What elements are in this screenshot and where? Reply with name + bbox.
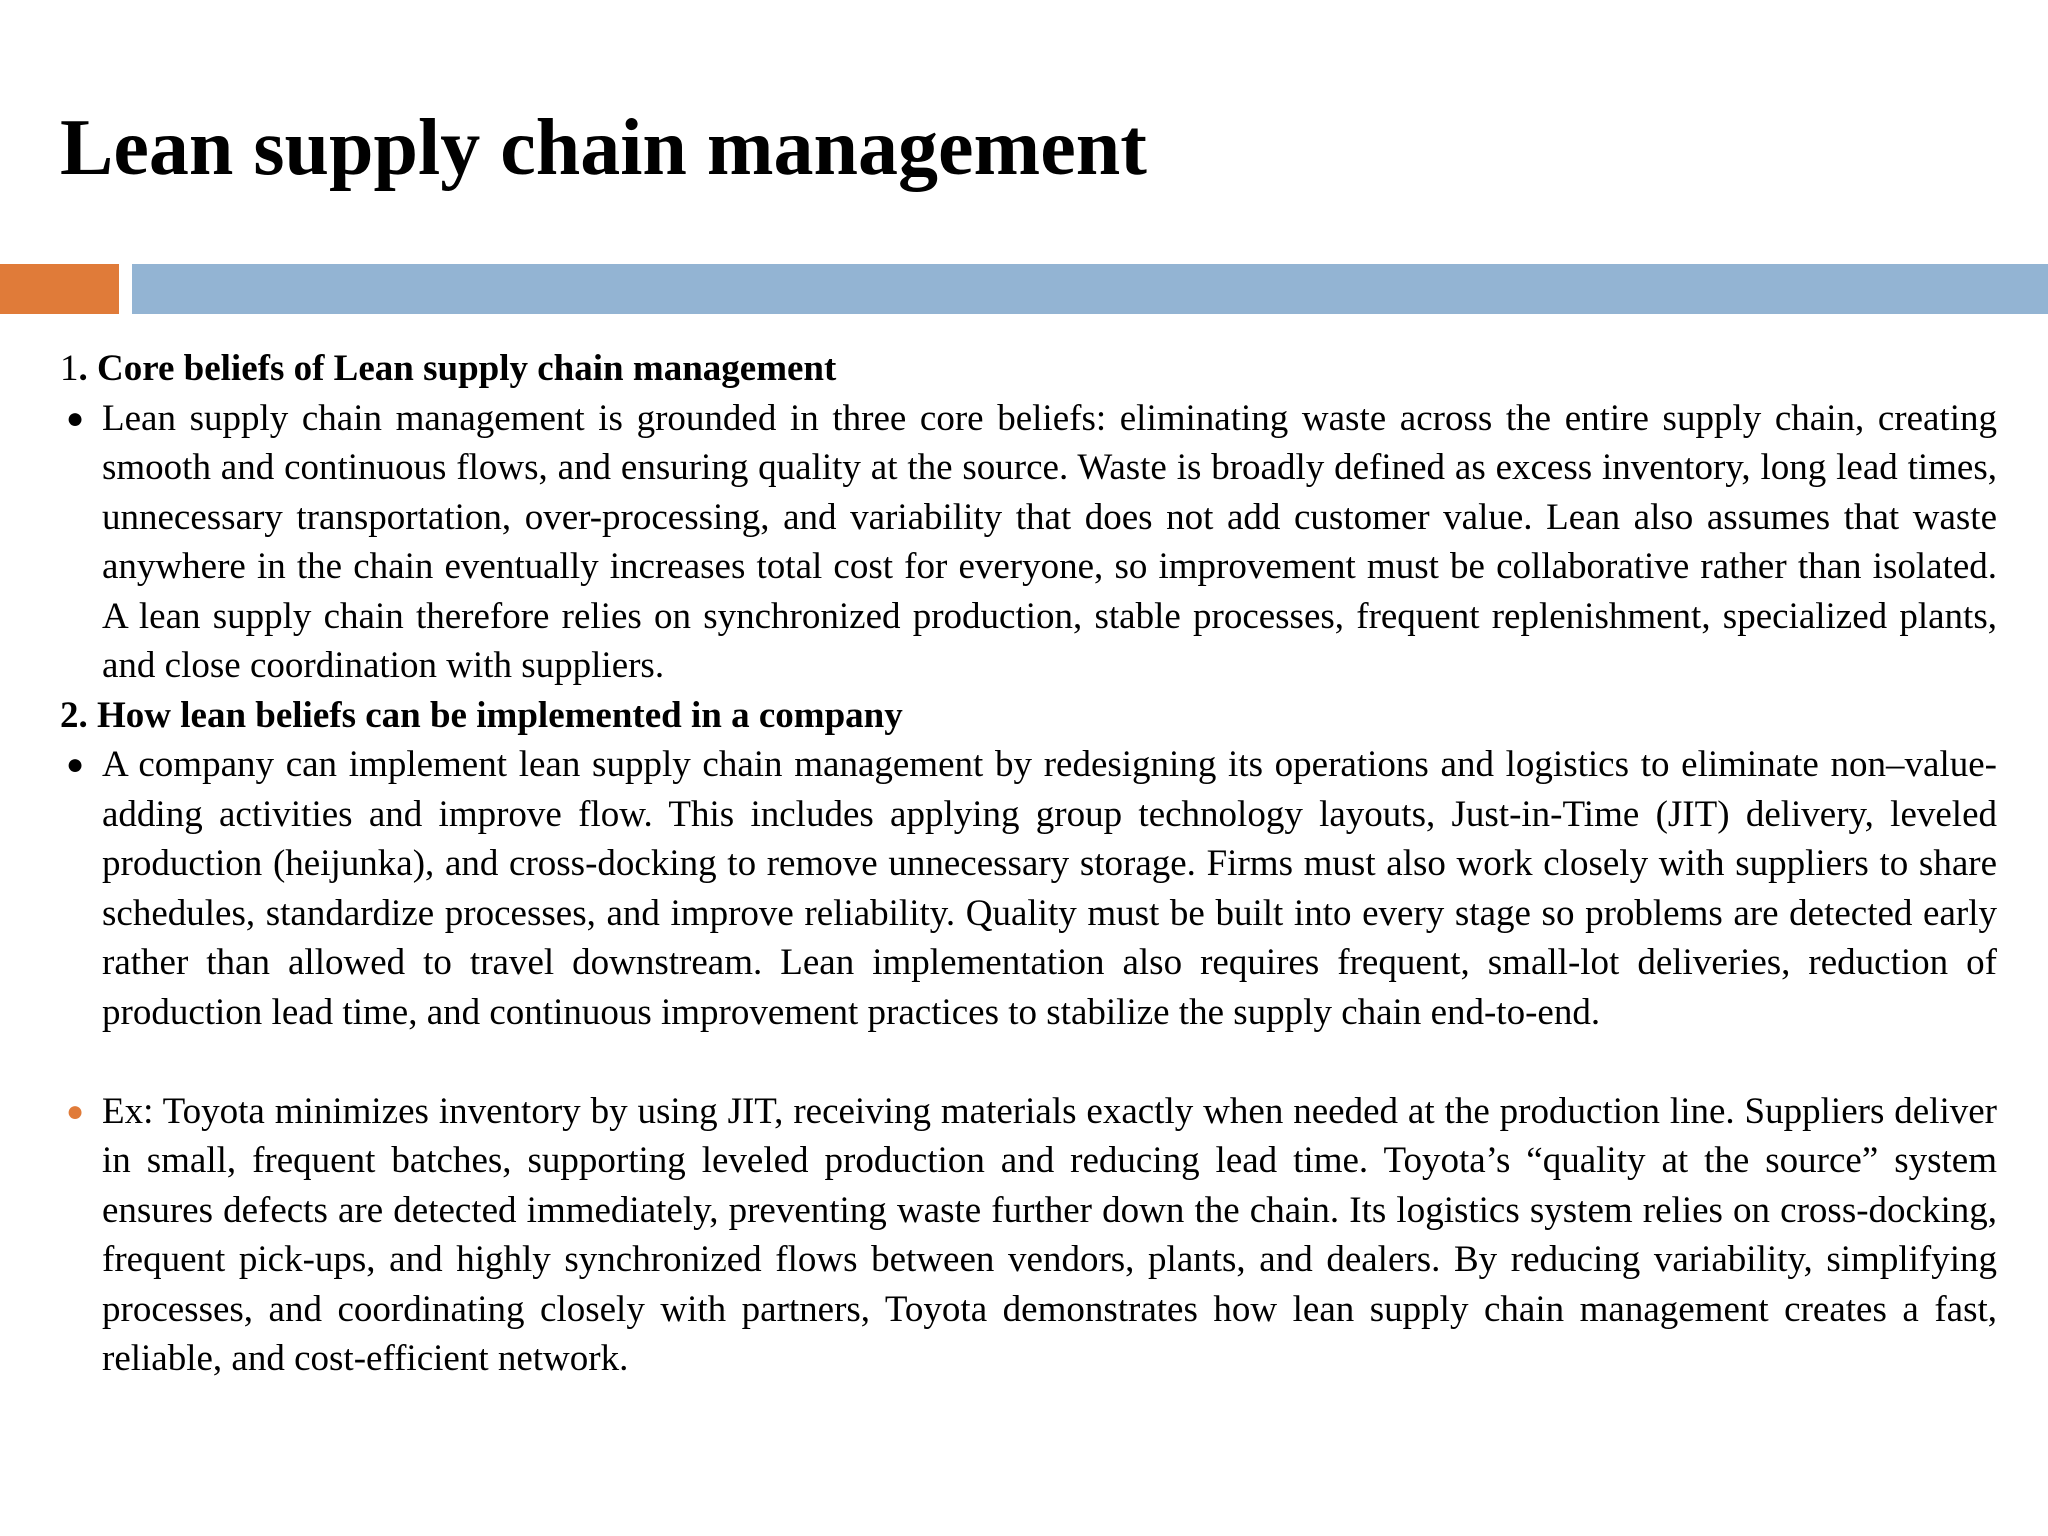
slide-title: Lean supply chain management <box>60 104 1147 192</box>
section-2-number: 2. <box>60 694 88 736</box>
section-1-bullet-1-text: Lean supply chain management is grounded in three core beliefs: eliminating waste across the entire supply chain, creating smooth and continuous flows, and ensuring quality at the source. Waste is broadly defined as excess inventory, long lead times, unnecessary transportation, over-processing, and variability that does not add customer value. Lean also assumes that waste anywhere in the chain eventually increases total cost for everyone, so improvement must be collaborative rather than isolated. A lean supply chain therefore relies on synchronized production, stable processes, frequent replenishment, specialized plants, and close coordination with suppliers. <box>102 397 1997 686</box>
bullet-dot-icon: ● <box>66 401 85 435</box>
accent-bar <box>0 264 119 314</box>
section-1-heading-text: . Core beliefs of Lean supply chain management <box>78 348 837 389</box>
slide-content <box>60 344 1997 1384</box>
section-2-bullet-1 <box>60 740 1997 1037</box>
section-2-bullet-2 <box>60 1087 1997 1384</box>
title-divider-bar <box>132 264 2048 314</box>
section-1-bullet-1 <box>60 394 1997 691</box>
section-2-heading-text: How lean beliefs can be implemented in a company <box>87 694 903 736</box>
section-1-heading <box>60 344 1997 394</box>
section-2-bullet-2-text: Ex: Toyota minimizes inventory by using JIT, receiving materials exactly when needed at the production line. Suppliers deliver in small, frequent batches, supporting leveled production and reducing lead time. Toyota’s “quality at the source” system ensures defects are detected immediately, preventing waste further down the chain. Its logistics system relies on cross-docking, frequent pick-ups, and highly synchronized flows between vendors, plants, and dealers. By reducing variability, simplifying processes, and coordinating closely with partners, Toyota demonstrates how lean supply chain management creates a fast, reliable, and cost-efficient network. <box>102 1090 1997 1379</box>
orange-bullet-dot-icon: ● <box>66 1094 85 1128</box>
section-2-bullet-1-text: A company can implement lean supply chain management by redesigning its operations and logistics to eliminate non–value-adding activities and improve flow. This includes applying group technology layouts, Just-in-Time (JIT) delivery, leveled production (heijunka), and cross-docking to remove unnecessary storage. Firms must also work closely with suppliers to share schedules, standardize processes, and improve reliability. Quality must be built into every stage so problems are detected early rather than allowed to travel downstream. Lean implementation also requires frequent, small-lot deliveries, reduction of production lead time, and continuous improvement practices to stabilize the supply chain end-to-end. <box>102 744 1997 1033</box>
paragraph-spacer <box>60 1037 1997 1087</box>
section-1-number: 1 <box>60 348 79 389</box>
bullet-dot-icon: ● <box>66 748 85 781</box>
section-2-heading <box>60 691 1997 741</box>
